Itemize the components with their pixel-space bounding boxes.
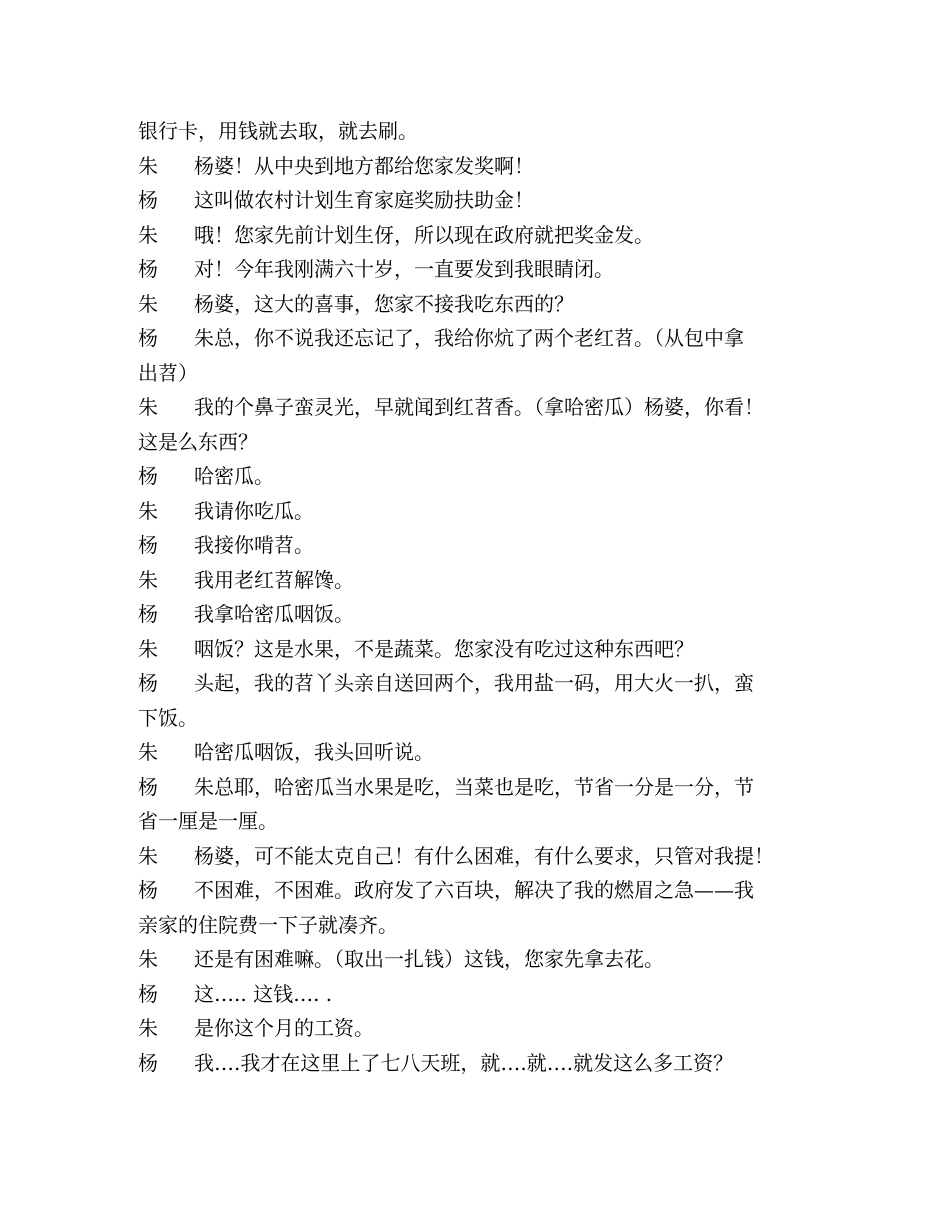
speaker-label: 杨 [138, 533, 158, 557]
line-text: 我….我才在这里上了七八天班，就….就….就发这么多工资？ [194, 1050, 734, 1075]
speaker-label: 朱 [138, 740, 158, 764]
dialogue-line [138, 563, 828, 598]
speaker-label: 朱 [138, 395, 158, 419]
dialogue-lines [138, 114, 828, 1080]
line-text: 哈密瓜咽饭，我头回听说。 [194, 740, 434, 764]
dialogue-line [138, 183, 828, 218]
dialogue-line [138, 701, 828, 736]
dialogue-line [138, 425, 828, 460]
dialogue-line [138, 942, 828, 977]
dialogue-line [138, 632, 828, 667]
speaker-label: 朱 [138, 947, 158, 971]
dialogue-line [138, 252, 828, 287]
dialogue-line [138, 908, 828, 943]
line-text: 这是么东西？ [138, 429, 258, 454]
speaker-label: 杨 [138, 878, 158, 902]
line-text: 这叫做农村计划生育家庭奖励扶助金！ [194, 188, 534, 212]
dialogue-line [138, 1011, 828, 1046]
speaker-label: 朱 [138, 222, 158, 247]
speaker-label: 朱 [138, 291, 158, 316]
dialogue-line [138, 149, 828, 184]
speaker-label: 杨 [138, 257, 158, 281]
line-text: 我拿哈密瓜咽饭。 [194, 602, 354, 626]
line-text: 我请你吃瓜。 [194, 498, 314, 523]
dialogue-line [138, 839, 828, 874]
speaker-label: 杨 [138, 1050, 158, 1075]
line-text: 不困难，不困难。政府发了六百块，解决了我的燃眉之急——我 [194, 878, 754, 902]
line-text: 是你这个月的工资。 [194, 1016, 374, 1040]
dialogue-line [138, 321, 828, 356]
speaker-label: 朱 [138, 153, 158, 178]
line-text: 杨婆，可不能太克自己！有什么困难，有什么要求，只管对我提！ [194, 843, 774, 868]
line-text: 咽饭？这是水果，不是蔬菜。您家没有吃过这种东西吧？ [194, 636, 694, 661]
line-text: 出苕） [138, 360, 198, 385]
speaker-label: 朱 [138, 636, 158, 661]
dialogue-line [138, 218, 828, 253]
dialogue-line [138, 1046, 828, 1081]
line-text: 哈密瓜。 [194, 464, 274, 488]
dialogue-line [138, 528, 828, 563]
dialogue-line [138, 390, 828, 425]
line-text: 对！今年我刚满六十岁，一直要发到我眼睛闭。 [194, 257, 614, 281]
speaker-label: 朱 [138, 498, 158, 523]
speaker-label: 杨 [138, 602, 158, 626]
dialogue-line [138, 459, 828, 494]
dialogue-line [138, 977, 828, 1012]
line-text: 杨婆，这大的喜事，您家不接我吃东西的？ [194, 291, 574, 316]
line-text: 杨婆！从中央到地方都给您家发奖啊！ [194, 153, 534, 178]
line-text: 我接你啃苕。 [194, 533, 314, 557]
dialogue-line [138, 597, 828, 632]
line-text: 银行卡，用钱就去取，就去刷。 [138, 119, 418, 143]
speaker-label: 杨 [138, 188, 158, 212]
dialogue-line [138, 356, 828, 391]
line-text: 我用老红苕解馋。 [194, 567, 354, 592]
dialogue-line [138, 494, 828, 529]
speaker-label: 朱 [138, 567, 158, 592]
document-page [138, 114, 828, 1080]
line-text: 下饭。 [138, 705, 198, 730]
speaker-label: 杨 [138, 671, 158, 695]
line-text: 我的个鼻子蛮灵光，早就闻到红苕香。（拿哈密瓜）杨婆，你看！ [194, 395, 764, 419]
line-text: 朱总耶，哈密瓜当水果是吃，当菜也是吃，节省一分是一分，节 [194, 774, 754, 799]
speaker-label: 杨 [138, 774, 158, 799]
speaker-label: 朱 [138, 1016, 158, 1040]
dialogue-line [138, 804, 828, 839]
dialogue-line [138, 735, 828, 770]
dialogue-line [138, 666, 828, 701]
speaker-label: 杨 [138, 464, 158, 488]
speaker-label: 杨 [138, 981, 158, 1006]
line-text: 省一厘是一厘。 [138, 809, 278, 833]
line-text: 头起，我的苕丫头亲自送回两个，我用盐一码，用大火一扒，蛮 [194, 671, 754, 695]
speaker-label: 杨 [138, 326, 158, 350]
line-text: 朱总，你不说我还忘记了，我给你炕了两个老红苕。（从包中拿 [194, 326, 744, 350]
speaker-label: 朱 [138, 843, 158, 868]
dialogue-line [138, 873, 828, 908]
line-text: 哦！您家先前计划生伢，所以现在政府就把奖金发。 [194, 222, 654, 247]
line-text: 亲家的住院费一下子就凑齐。 [138, 912, 398, 937]
line-text: 这….. 这钱…. . [194, 981, 333, 1006]
dialogue-line [138, 770, 828, 805]
dialogue-line [138, 287, 828, 322]
dialogue-line [138, 114, 828, 149]
line-text: 还是有困难嘛。（取出一扎钱）这钱，您家先拿去花。 [194, 947, 664, 971]
